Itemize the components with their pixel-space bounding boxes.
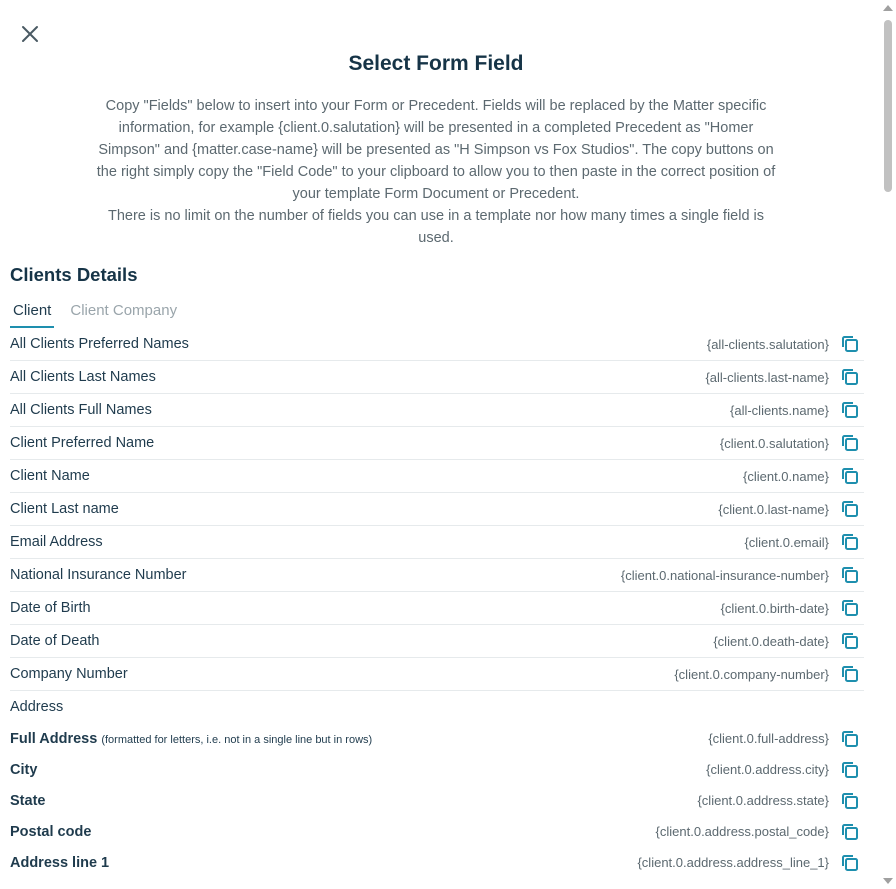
field-code: {client.0.name} [742, 468, 829, 484]
field-label: Client Preferred Name [10, 435, 155, 451]
copy-icon [841, 401, 859, 419]
field-row [10, 816, 864, 847]
field-code: {client.0.address.state} [697, 793, 829, 808]
section-title: Clients Details [10, 264, 138, 285]
field-code: {client.0.address.address_line_1} [637, 855, 829, 870]
copy-icon [841, 467, 859, 485]
field-label: Client Last name [10, 501, 119, 517]
field-row [10, 526, 864, 559]
field-label: All Clients Last Names [10, 369, 156, 385]
field-code: {all-clients.salutation} [706, 336, 829, 352]
copy-icon [841, 599, 859, 617]
field-code: {client.0.full-address} [708, 731, 829, 746]
field-label: National Insurance Number [10, 567, 187, 583]
copy-button[interactable] [841, 566, 859, 584]
copy-icon [841, 368, 859, 386]
copy-icon [841, 566, 859, 584]
copy-button[interactable] [841, 854, 859, 872]
field-row [10, 559, 864, 592]
field-code: {all-clients.name} [730, 402, 829, 418]
section-tabs [10, 298, 193, 328]
address-heading: Address [10, 699, 64, 715]
copy-icon [841, 730, 859, 748]
field-code: {client.0.address.city} [706, 762, 829, 777]
instructions-paragraph-2: There is no limit on the number of fields you can use in a template nor how many times a single field is used. [107, 208, 765, 246]
close-icon [18, 22, 42, 46]
copy-button[interactable] [841, 632, 859, 650]
tab-client[interactable]: Client [10, 298, 54, 328]
field-label: Client Name [10, 468, 90, 484]
copy-button[interactable] [841, 401, 859, 419]
field-row [10, 754, 864, 785]
field-label: Date of Birth [10, 600, 91, 616]
copy-button[interactable] [841, 434, 859, 452]
field-row [10, 592, 864, 625]
full-address-label-text: Full Address [10, 730, 98, 747]
field-row [10, 847, 864, 878]
field-row [10, 493, 864, 526]
field-label: State [10, 792, 46, 809]
copy-icon [841, 761, 859, 779]
field-code: {client.0.salutation} [719, 435, 829, 451]
copy-button[interactable] [841, 467, 859, 485]
scrollbar-thumb[interactable] [884, 20, 892, 192]
field-code: {client.0.death-date} [713, 633, 829, 649]
full-address-note: (formatted for letters, i.e. not in a single line but in rows) [101, 733, 373, 746]
copy-icon [841, 665, 859, 683]
copy-button[interactable] [841, 792, 859, 810]
field-row [10, 361, 864, 394]
copy-icon [841, 823, 859, 841]
field-row [10, 658, 864, 691]
copy-button[interactable] [841, 761, 859, 779]
scroll-up-arrow[interactable] [883, 5, 893, 11]
copy-icon [841, 434, 859, 452]
field-row [10, 328, 864, 361]
copy-button[interactable] [841, 599, 859, 617]
field-row [10, 785, 864, 816]
copy-icon [841, 533, 859, 551]
copy-icon [841, 500, 859, 518]
dialog-instructions [90, 95, 782, 249]
copy-icon [841, 792, 859, 810]
copy-button[interactable] [841, 730, 859, 748]
field-label: Postal code [10, 823, 92, 840]
field-row-full-address [10, 723, 864, 754]
field-list [10, 328, 864, 878]
field-row [10, 460, 864, 493]
copy-button[interactable] [841, 500, 859, 518]
copy-button[interactable] [841, 665, 859, 683]
field-label: Company Number [10, 666, 128, 682]
field-code: {client.0.last-name} [718, 501, 829, 517]
field-code: {client.0.birth-date} [720, 600, 829, 616]
field-code: {client.0.national-insurance-number} [620, 567, 829, 583]
field-label: All Clients Preferred Names [10, 336, 189, 352]
copy-button[interactable] [841, 823, 859, 841]
field-row [10, 394, 864, 427]
full-address-label [10, 731, 708, 747]
close-button[interactable] [18, 22, 42, 46]
field-label: Email Address [10, 534, 103, 550]
copy-button[interactable] [841, 533, 859, 551]
field-row [10, 625, 864, 658]
instructions-paragraph-1: Copy "Fields" below to insert into your Form or Precedent. Fields will be replaced by the Matter specific information, for example {client.0.salutation} will be presented in a completed Precedent as "Homer Simpson" and {matter.case-name} will be presented as "H Simpson vs Fox Studios". The copy buttons on the right simply copy the "Field Code" to your clipboard to allow you to then paste in the correct position of your template Form Document or Precedent. [96, 98, 776, 202]
field-label: Address line 1 [10, 854, 110, 871]
dialog-title: Select Form Field [348, 52, 524, 75]
field-label: All Clients Full Names [10, 402, 152, 418]
field-row [10, 427, 864, 460]
field-code: {all-clients.last-name} [705, 369, 829, 385]
field-code: {client.0.address.postal_code} [655, 824, 829, 839]
field-code: {client.0.company-number} [674, 666, 829, 682]
field-label: City [10, 761, 38, 778]
copy-icon [841, 854, 859, 872]
scroll-down-arrow[interactable] [883, 878, 893, 884]
copy-button[interactable] [841, 335, 859, 353]
field-code: {client.0.email} [744, 534, 829, 550]
tab-client-company[interactable]: Client Company [70, 302, 178, 319]
copy-icon [841, 335, 859, 353]
copy-icon [841, 632, 859, 650]
field-label: Date of Death [10, 633, 100, 649]
copy-button[interactable] [841, 368, 859, 386]
address-heading-row [10, 691, 864, 723]
